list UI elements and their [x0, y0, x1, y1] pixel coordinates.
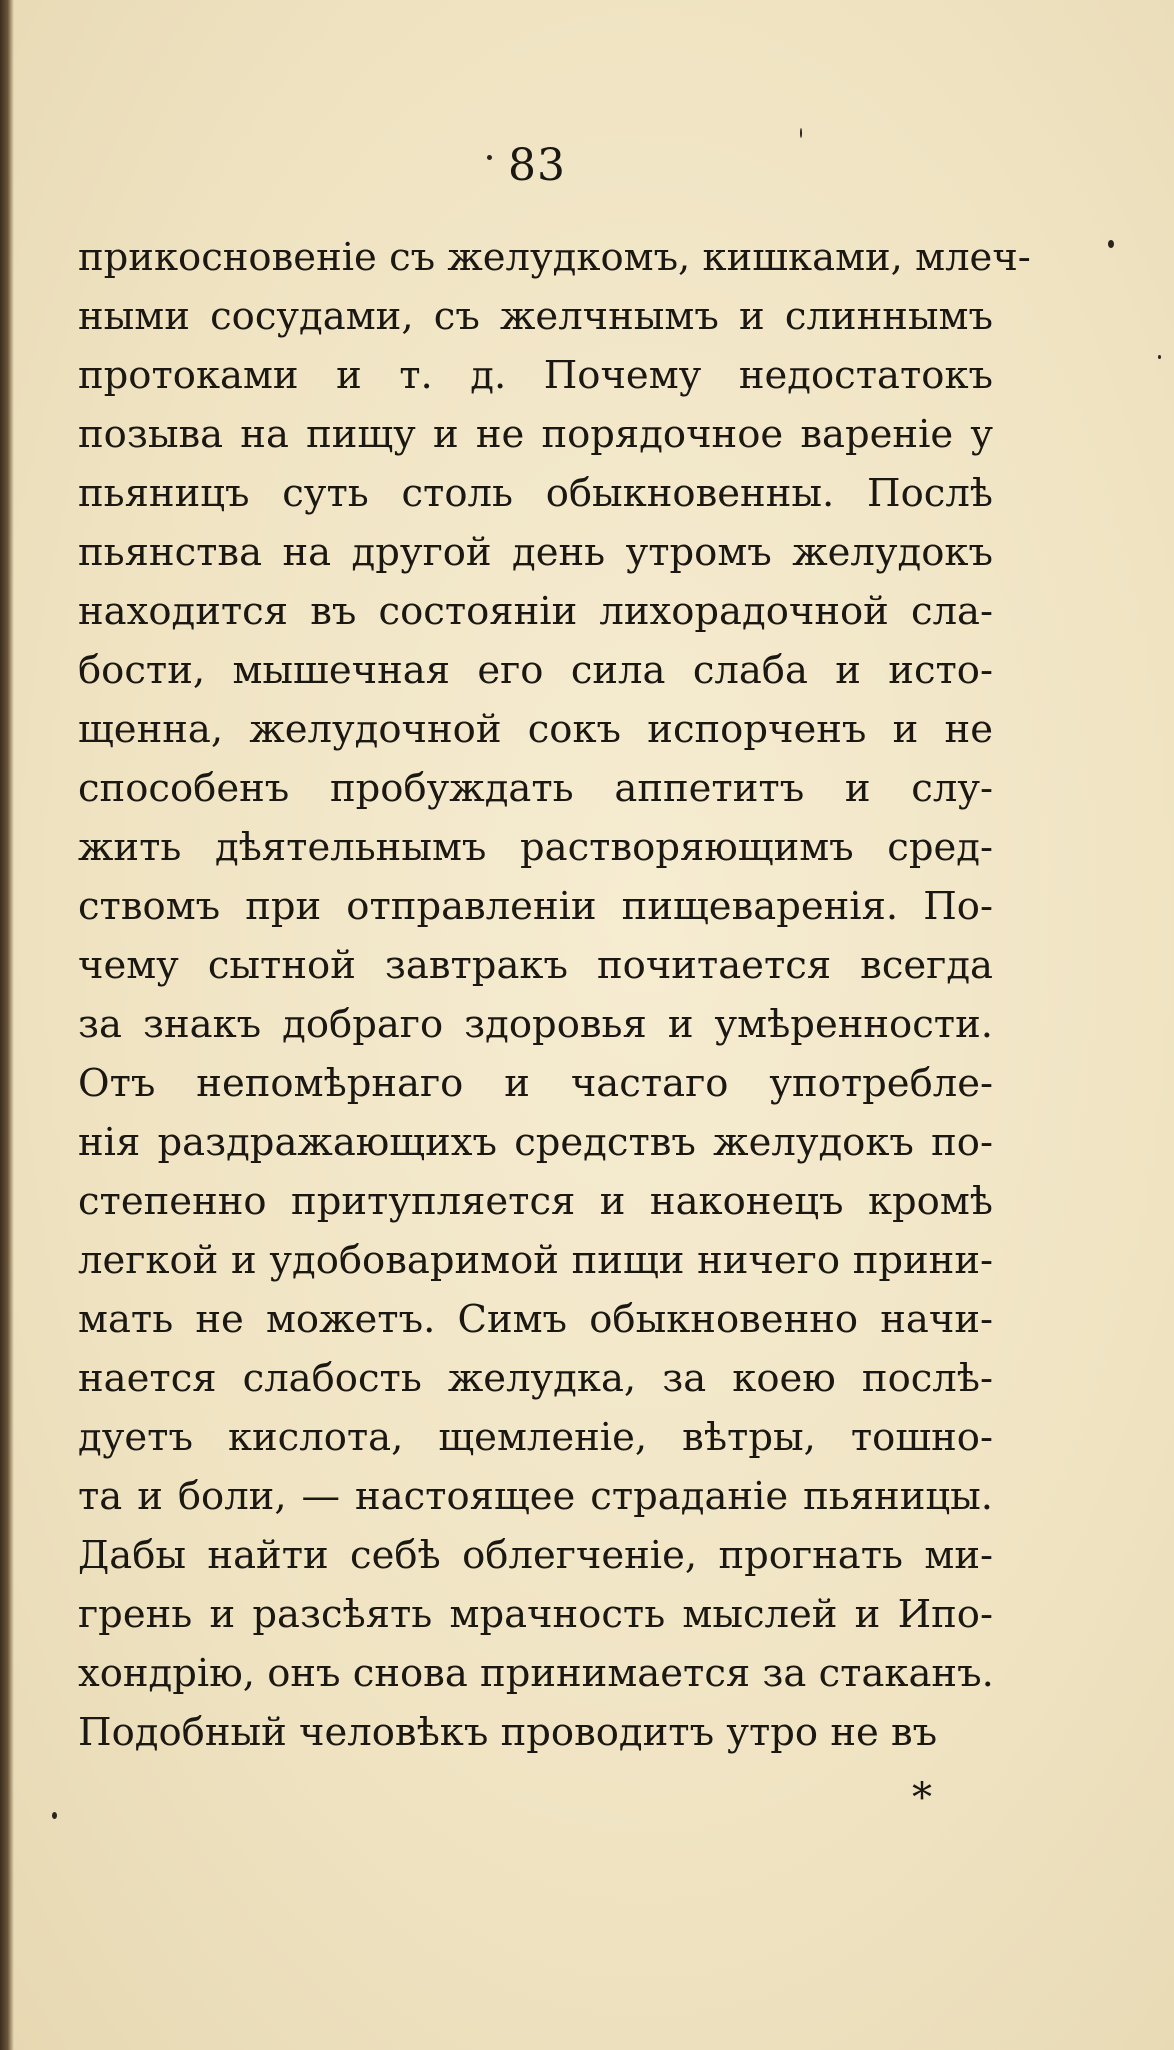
- text-line: находится въ состоянiи лихорадочной сла-: [78, 589, 993, 634]
- text-line: бости, мышечная его сила слаба и исто-: [78, 648, 993, 693]
- text-line: нiя раздражающихъ средствъ желудокъ по-: [78, 1120, 993, 1165]
- body-text: [78, 228, 1031, 1762]
- text-line: способенъ пробуждать аппетитъ и слу-: [78, 766, 993, 811]
- text-line: ствомъ при отправленiи пищеваренiя. По-: [78, 884, 993, 929]
- text-line: позыва на пищу и не порядочное варенiе у: [78, 412, 993, 457]
- text-line: Подобный человѣкъ проводитъ утро не въ: [78, 1710, 938, 1755]
- text-line: прикосновенiе съ желудкомъ, кишками, млеч-: [78, 235, 1031, 280]
- text-line: пьянства на другой день утромъ желудокъ: [78, 530, 993, 575]
- text-line: хондрiю, онъ снова принимается за стаканъ.: [78, 1651, 994, 1696]
- signature-mark: *: [912, 1775, 932, 1821]
- text-line: легкой и удобоваримой пищи ничего прини-: [78, 1238, 993, 1283]
- text-line: дуетъ кислота, щемленiе, вѣтры, тошно-: [78, 1415, 993, 1460]
- text-line: степенно притупляется и наконецъ кромѣ: [78, 1179, 993, 1224]
- text-line: та и боли, — настоящее страданiе пьяницы.: [78, 1474, 993, 1519]
- text-line: ными сосудами, съ желчнымъ и слиннымъ: [78, 294, 993, 339]
- text-line: щенна, желудочной сокъ испорченъ и не: [78, 707, 993, 752]
- text-line: мать не можетъ. Симъ обыкновенно начи-: [78, 1297, 993, 1342]
- text-line: Дабы найти себѣ облегченiе, прогнать ми-: [78, 1533, 993, 1578]
- text-line: пьяницъ суть столь обыкновенны. Послѣ: [78, 471, 993, 516]
- text-line: чему сытной завтракъ почитается всегда: [78, 943, 993, 988]
- page-number: 83: [508, 140, 566, 191]
- text-line: за знакъ добраго здоровья и умѣренности.: [78, 1002, 993, 1047]
- text-line: грень и разсѣять мрачность мыслей и Ипо-: [78, 1592, 993, 1637]
- text-line: нается слабость желудка, за коею послѣ-: [78, 1356, 993, 1401]
- text-line: жить дѣятельнымъ растворяющимъ сред-: [78, 825, 993, 870]
- text-line: Отъ непомѣрнаго и частаго употребле-: [78, 1061, 993, 1106]
- text-line: протоками и т. д. Почему недостатокъ: [78, 353, 993, 398]
- page-binding-edge: [0, 0, 14, 2050]
